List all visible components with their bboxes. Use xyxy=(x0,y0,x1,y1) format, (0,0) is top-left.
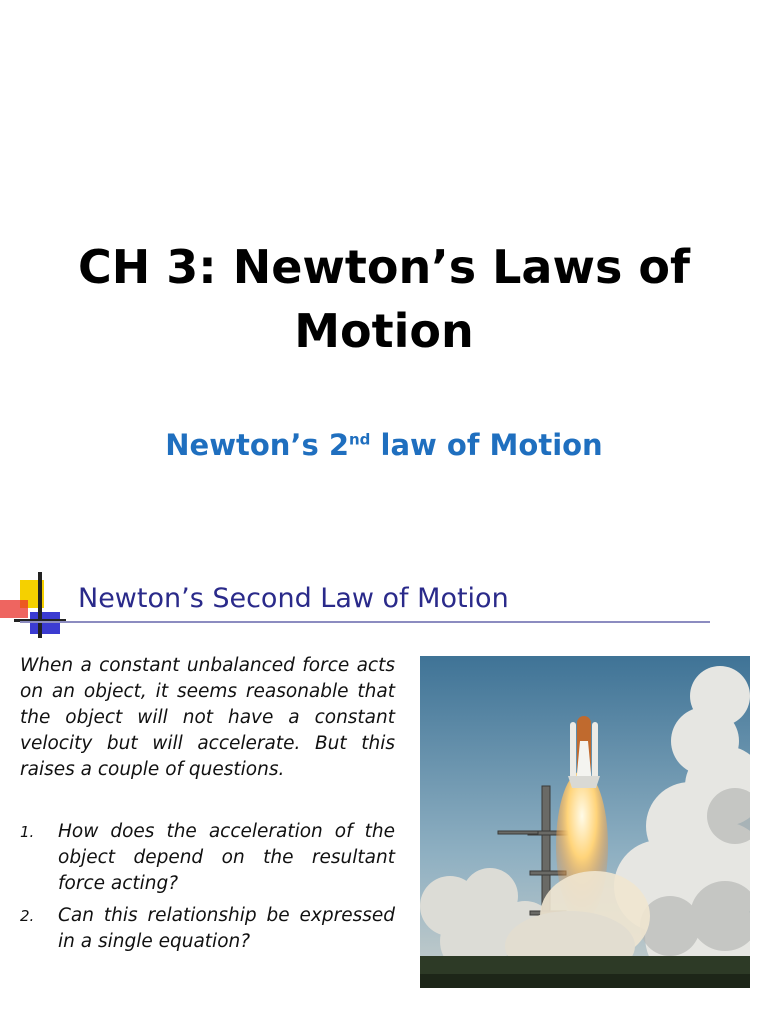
question-text: Can this relationship be expressed in a single equation? xyxy=(58,905,395,952)
question-item xyxy=(20,903,395,955)
question-text: How does the acceleration of the object depend on the resultant force acting? xyxy=(58,821,395,894)
question-number: 1. xyxy=(20,823,35,841)
question-number: 2. xyxy=(20,907,35,925)
rocket-launch-photo xyxy=(420,656,750,988)
slide-logo-icon xyxy=(0,572,75,642)
subtitle-rest: law of Motion xyxy=(370,428,603,462)
intro-paragraph: When a constant unbalanced force acts on an object, it seems reasonable that the object will not have a constant velocity but will accelerate. But this raises a couple of questions. xyxy=(20,655,395,780)
heading-rule xyxy=(20,621,710,623)
slide-subtitle xyxy=(0,428,768,462)
subtitle-superscript: nd xyxy=(349,430,371,449)
embedded-slide-heading: Newton’s Second Law of Motion xyxy=(78,583,509,614)
question-item xyxy=(20,819,395,897)
subtitle-main: Newton’s 2 xyxy=(165,428,349,462)
slide-title: CH 3: Newton’s Laws of Motion xyxy=(78,240,690,358)
